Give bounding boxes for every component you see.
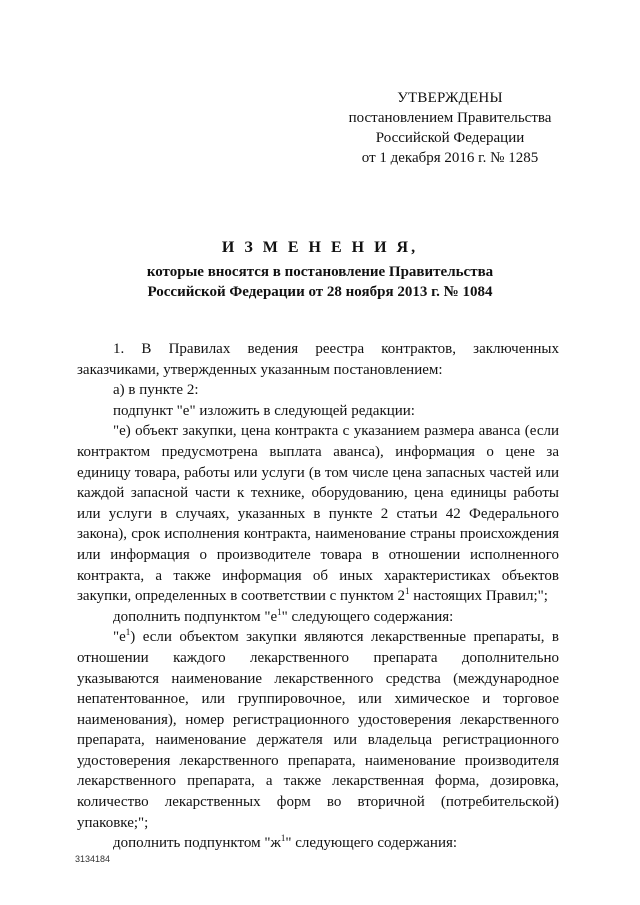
paragraph-5-text-a: дополнить подпунктом "е — [113, 608, 278, 625]
approval-line-3: от 1 декабря 2016 г. № 1285 — [361, 150, 539, 166]
paragraph-4-text-a: "е) объект закупки, цена контракта с указанием размера аванса (если контрактом предусмотрена выплата аванса), информация о цене за единицу товара, работы или услуги (в том числе цена запасных частей или каждой запасной части к технике, оборудованию, цена единицы работы или услуги в случаях, указанных в пункте 2 статьи 42 Федерального закона), срок исполнения контракта, наименование страны происхождения или информация о производителе товара в отношении исполненного контракта, а также информация об иных характеристиках объектов закупки, определенных в соответствии с пунктом 2 — [77, 423, 559, 605]
superscript: 1 — [280, 833, 286, 844]
paragraph-5-text-b: " следующего содержания: — [281, 608, 454, 625]
paragraph-7-text-a: дополнить подпунктом "ж — [113, 835, 281, 852]
document-title: И З М Е Н Е Н И Я, — [221, 239, 419, 256]
paragraph-6-text-a: "е — [113, 629, 126, 646]
paragraph-4-text-b: настоящих Правил;"; — [409, 588, 548, 605]
superscript: 1 — [277, 606, 282, 617]
approval-title: УТВЕРЖДЕНЫ — [397, 90, 503, 106]
paragraph-6 — [77, 627, 559, 833]
superscript: 1 — [125, 627, 131, 638]
document-code: 3134184 — [75, 854, 111, 864]
document-subtitle — [60, 262, 580, 302]
paragraph-2: а) в пункте 2: — [113, 382, 199, 399]
paragraph-3: подпункт "е" изложить в следующей редакции: — [113, 402, 415, 419]
superscript: 1 — [405, 586, 410, 597]
paragraph-7-text-b: " следующего содержания: — [285, 835, 458, 852]
paragraph-4 — [77, 421, 559, 606]
approval-line-1: постановлением Правительства — [348, 110, 552, 126]
approval-block — [340, 88, 560, 168]
paragraph-7 — [77, 833, 559, 854]
document-body — [77, 339, 559, 854]
approval-line-2: Российской Федерации — [375, 130, 525, 146]
paragraph-6-text-b: ) если объектом закупки являются лекарственные препараты, в отношении каждого лекарственного препарата дополнительно указываются наименование лекарственного средства (международное непатентованное, или группировочное, или химическое и торговое наименования), номер регистрационного удостоверения лекарственного препарата, наименование держателя или владельца регистрационного удостоверения лекарственного препарата, наименование производителя лекарственного препарата, а также лекарственная форма, дозировка, количество лекарственных форм во вторичной (потребительской) упаковке;"; — [77, 629, 559, 831]
subtitle-line-1: которые вносятся в постановление Правительства — [146, 264, 494, 280]
paragraph-1: 1. В Правилах ведения реестра контрактов, заключенных заказчиками, утвержденных указанным постановлением: — [77, 341, 559, 378]
subtitle-line-2: Российской Федерации от 28 ноября 2013 г. № 1084 — [147, 284, 493, 300]
paragraph-5 — [77, 607, 559, 628]
